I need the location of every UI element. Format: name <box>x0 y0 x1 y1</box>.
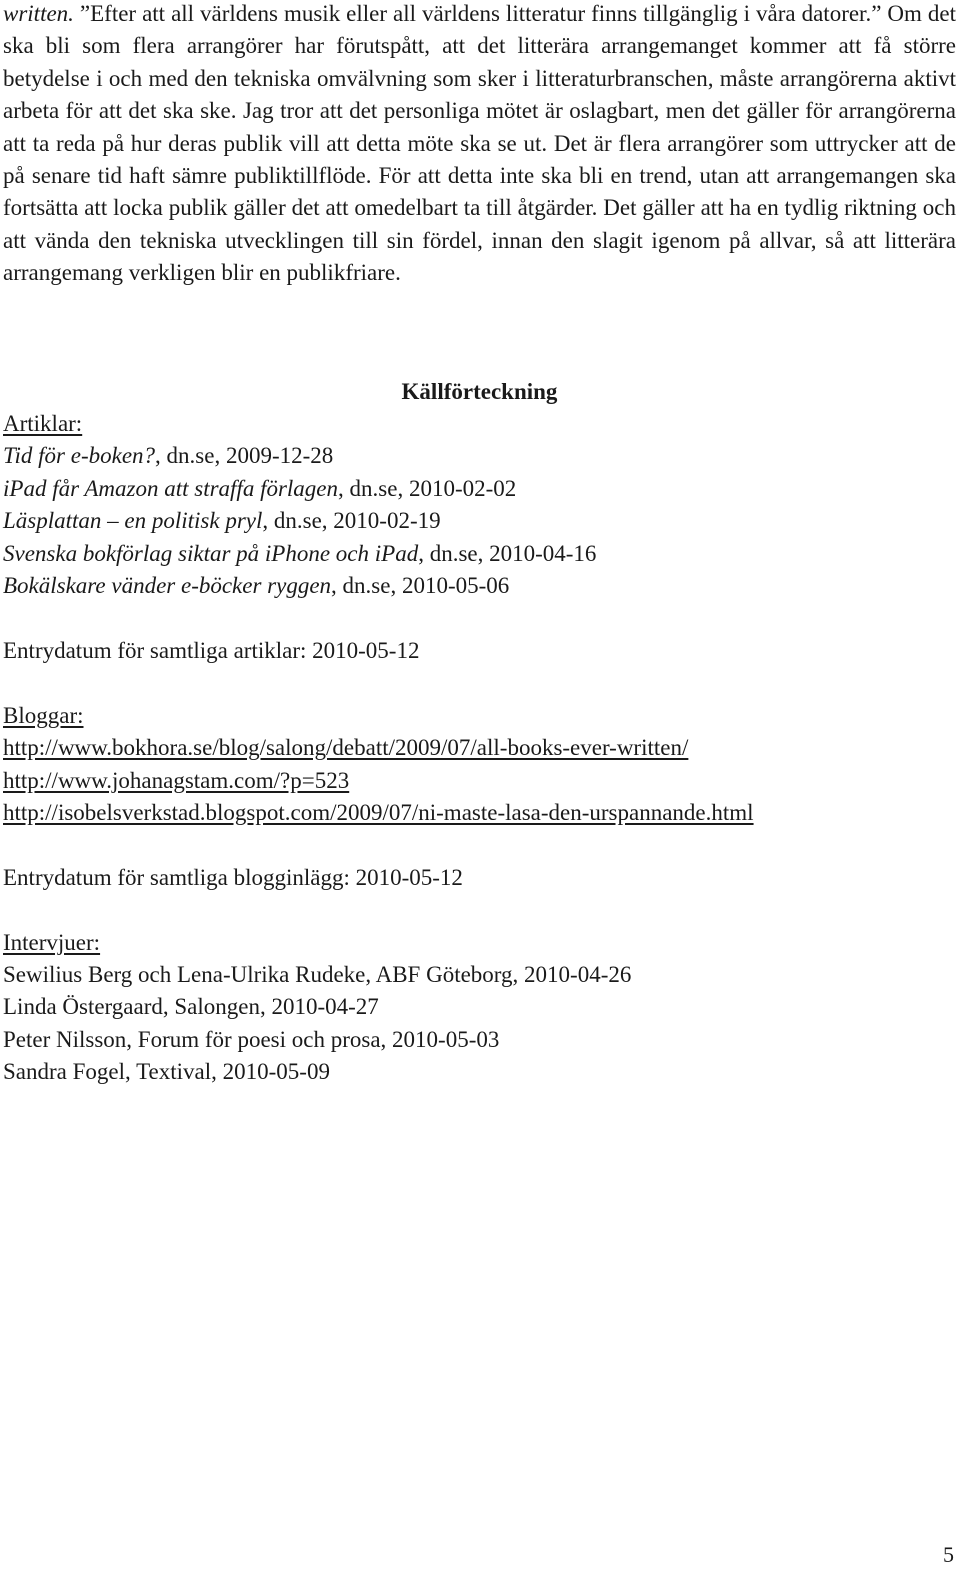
articles-entry-date: Entrydatum för samtliga artiklar: 2010-05-12 <box>3 637 420 663</box>
article-entry <box>3 570 956 602</box>
article-source: , dn.se, 2010-02-02 <box>338 475 517 501</box>
interview-entry: Peter Nilsson, Forum för poesi och prosa, 2010-05-03 <box>3 1026 500 1052</box>
interview-entry: Sandra Fogel, Textival, 2010-05-09 <box>3 1059 330 1085</box>
references-title: Källförteckning <box>401 378 558 404</box>
article-title: iPad får Amazon att straffa förlagen <box>3 475 339 501</box>
blogs-entry-date: Entrydatum för samtliga blogginlägg: 2010-05-12 <box>3 864 463 890</box>
article-source: , dn.se, 2010-04-16 <box>418 540 597 566</box>
article-source: , dn.se, 2010-02-19 <box>262 508 441 534</box>
article-title: Läsplattan – en politisk pryl <box>3 508 263 534</box>
blog-link[interactable]: http://www.bokhora.se/blog/salong/debatt/2009/07/all-books-ever-written/ <box>3 735 689 761</box>
article-entry <box>3 440 956 472</box>
article-source: , dn.se, 2010-05-06 <box>331 573 510 599</box>
article-title: Tid för e-boken? <box>3 443 156 469</box>
article-entry <box>3 473 956 505</box>
interview-entry: Linda Östergaard, Salongen, 2010-04-27 <box>3 994 379 1020</box>
page-number: 5 <box>943 1542 954 1567</box>
article-source: , dn.se, 2009-12-28 <box>155 443 334 469</box>
spacer <box>3 667 956 699</box>
article-entry <box>3 505 956 537</box>
intro-italic: written. <box>3 1 74 26</box>
blog-link[interactable]: http://isobelsverkstad.blogspot.com/2009/07/ni-maste-lasa-den-urspannande.html <box>3 799 754 825</box>
body-text: ”Efter att all världens musik eller all världens litteratur finns tillgänglig i våra datorer.” Om det ska bli som flera arrangörer har förutspått, att det litterära arrangemanget kommer att få större betydelse i och med den tekniska omvälvning som sker i litteraturbranschen, måste arrangörerna aktivt arbeta för att det ska ske. Jag tror att det personliga mötet är oslagbart, men det gäller för arrangörerna att ta reda på hur deras publik vill att detta möte ska se ut. Det är flera arrangörer som uttrycker att de på senare tid haft sämre publiktillflöde. För att detta inte ska bli en trend, utan att arrangemangen ska fortsätta att locka publik gäller det att omedelbart ta till åtgärder. Det gäller att ha en tydlig riktning och att vända den tekniska utvecklingen till sin fördel, innan den slagit igenom på allvar, så att litterära arrangemang verkligen blir en publikfriare. <box>3 1 956 286</box>
body-paragraph <box>3 0 956 290</box>
blogs-heading: Bloggar: <box>3 702 84 728</box>
spacer <box>3 603 956 635</box>
interview-entry: Sewilius Berg och Lena-Ulrika Rudeke, ABF Göteborg, 2010-04-26 <box>3 961 632 987</box>
spacer <box>3 894 956 926</box>
blog-link[interactable]: http://www.johanagstam.com/?p=523 <box>3 767 350 793</box>
article-title: Svenska bokförlag siktar på iPhone och iPad <box>3 540 419 566</box>
article-title: Bokälskare vänder e-böcker ryggen <box>3 573 332 599</box>
articles-heading: Artiklar: <box>3 411 83 437</box>
article-entry <box>3 538 956 570</box>
document-page <box>3 0 956 1089</box>
interviews-heading: Intervjuer: <box>3 929 101 955</box>
spacer <box>3 829 956 861</box>
